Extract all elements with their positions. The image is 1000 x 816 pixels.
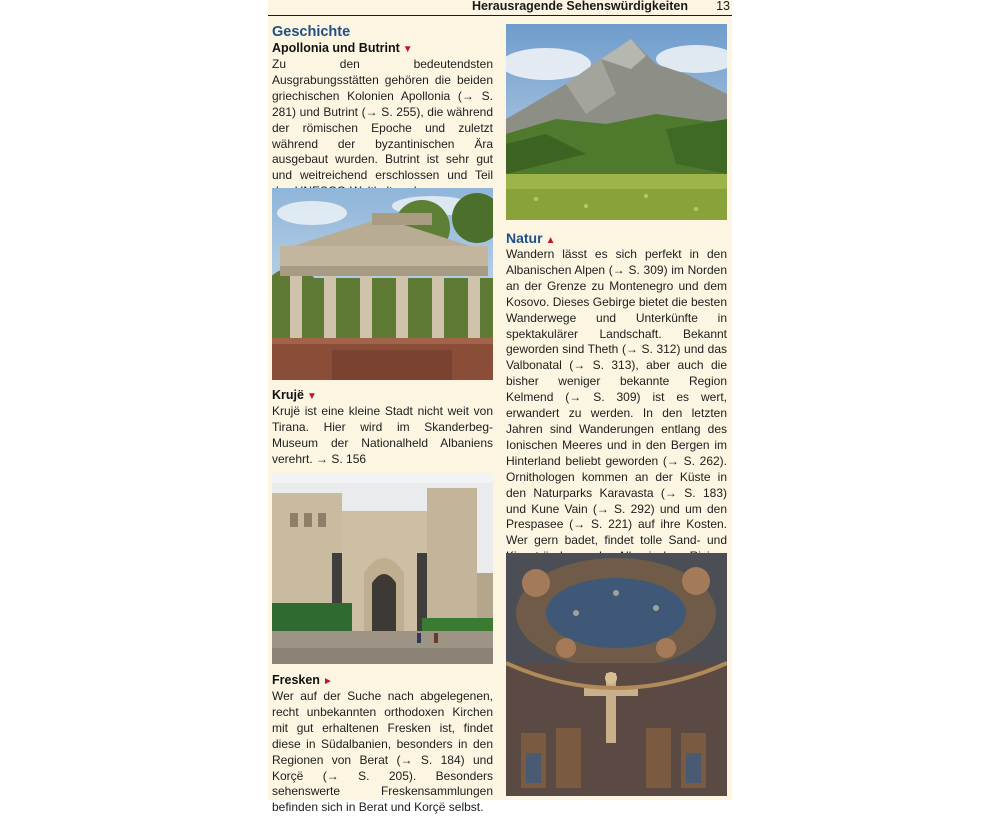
arrow-up-icon: ▲ (545, 235, 556, 246)
page-number: 13 (716, 0, 730, 13)
heading-apollonia-butrint (272, 41, 413, 55)
photo-albanian-alps (506, 24, 727, 220)
photo-apollonia-temple (272, 188, 493, 380)
heading-natur (506, 230, 555, 246)
guidebook-page (268, 0, 732, 815)
text-fresken: Wer auf der Suche nach abgelegenen, recht unbekannten orthodoxen Kirchen mit gut erhaltenen Fresken ist, findet diese in Südalbanien, besonders in den Regionen von Berat (→ S. 184) und Korçë (→ S. 205). Besonders sehenswerte Freskensammlungen befinden sich in Berat und Korçë selbst. (272, 689, 493, 815)
text-natur: Wandern lässt es sich perfekt in den Albanischen Alpen (→ S. 309) im Norden an der Grenze zu Montenegro und dem Kosovo. Dieses Gebirge bietet die besten Wanderwege und Unterkünfte in spektakulärer Landschaft. Bekannt geworden sind Theth (→ S. 312) und das Valbonatal (→ S. 313), aber auch die bisher weniger bekannte Region Kelmend (→ S. 309) ist es wert, erwandert zu werden. In den letzten Jahren sind Wanderungen entlang des Ionischen Meeres und in den Bergen im Hinterland beliebt geworden (→ S. 262). Ornithologen kommen an der Küste in den Naturparks Karavasta (→ S. 183) und Kune Vain (→ S. 292) und um den Prespasee (→ S. 221) auf ihre Kosten. Wer gern badet, findet tolle Sand- und (506, 247, 727, 548)
section-title-geschichte: Geschichte (272, 24, 351, 40)
heading-kruje (272, 388, 317, 402)
photo-skanderbeg-museum (272, 473, 493, 664)
arrow-down-icon: ▼ (306, 391, 317, 402)
heading-text: Fresken (272, 673, 320, 687)
arrow-down-icon: ▼ (402, 44, 413, 55)
heading-text: Krujë (272, 388, 304, 402)
heading-text: Apollonia und Butrint (272, 41, 400, 55)
heading-fresken (272, 673, 333, 687)
arrow-right-icon: ► (322, 676, 333, 687)
text-kruje: Krujë ist eine kleine Stadt nicht weit von Tirana. Hier wird im Skanderbeg-Museum der Nationalheld Albaniens verehrt. → S. 156 (272, 404, 493, 466)
heading-text: Natur (506, 230, 543, 246)
text-apollonia-butrint: Zu den bedeutendsten Ausgrabungsstätten gehören die beiden griechischen Kolonien Apollonia (→ S. 281) und Butrint (→ S. 255), die während der römischen Epoche und zuletzt während der byzantinischen Ära ausgebaut wurden. Butrint ist sehr gut und weitreichend erschlossen und Teil (272, 57, 493, 183)
page-header (268, 0, 732, 16)
header-title: Herausragende Sehenswürdigkeiten (471, 0, 688, 13)
photo-church-fresco (506, 553, 727, 796)
